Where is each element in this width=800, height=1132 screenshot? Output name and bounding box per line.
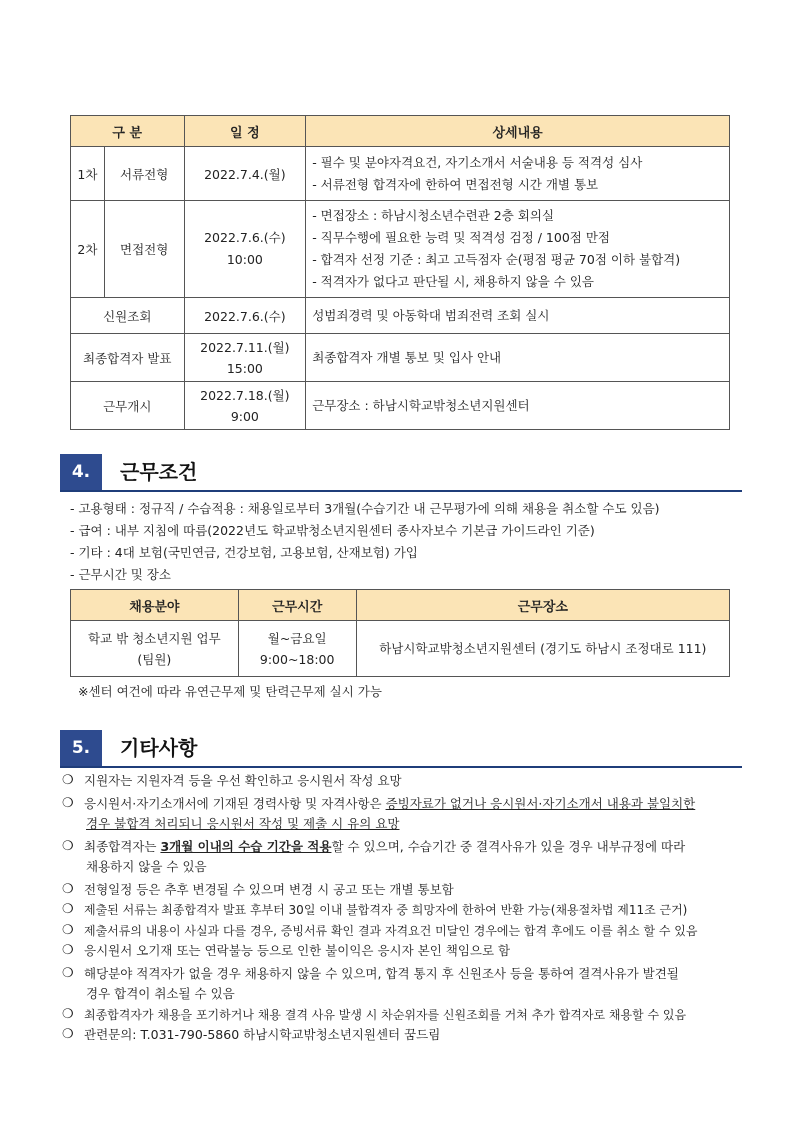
work-row bbox=[71, 621, 730, 677]
item-text: 응시원서 오기재 또는 연락불능 등으로 인한 불이익은 응시자 본인 책임으로 함 bbox=[84, 943, 511, 958]
stage-name: 면접전형 bbox=[104, 201, 184, 298]
hours-line: 월~금요일 bbox=[267, 630, 327, 646]
schedule-row bbox=[71, 382, 730, 430]
work-field bbox=[71, 621, 239, 677]
circle-bullet-icon: ❍ bbox=[62, 922, 74, 938]
detail-line: - 합격자 선정 기준 : 최고 고득점자 순(평점 평균 70점 이하 불합격) bbox=[312, 252, 681, 267]
item-text: 최종합격자가 채용을 포기하거나 채용 결격 사유 발생 시 차순위자를 신원조회를 거쳐 추가 합격자로 채용할 수 있음 bbox=[84, 1007, 687, 1022]
list-item bbox=[62, 941, 752, 962]
field-line: 학교 밖 청소년지원 업무 bbox=[88, 630, 221, 646]
stage-detail bbox=[306, 147, 730, 201]
work-header-row bbox=[71, 590, 730, 621]
header-category: 구 분 bbox=[71, 116, 185, 147]
contact-info: 관련문의: T.031-790-5860 하남시학교밖청소년지원센터 꿈드림 bbox=[84, 1027, 441, 1042]
hours-line: 9:00~18:00 bbox=[259, 651, 335, 667]
list-item bbox=[62, 964, 752, 1005]
flex-work-note: ※센터 여건에 따라 유연근무제 및 탄력근무제 실시 가능 bbox=[78, 684, 382, 699]
stage-date bbox=[184, 382, 306, 430]
header-detail: 상세내용 bbox=[306, 116, 730, 147]
list-item bbox=[62, 900, 752, 921]
condition-item: - 근무시간 및 장소 bbox=[70, 567, 171, 582]
section-number: 4. bbox=[60, 454, 102, 490]
stage-detail bbox=[306, 201, 730, 298]
condition-item: - 급여 : 내부 지침에 따름(2022년도 학교밖청소년지원센터 종사자보수 기본급 가이드라인 기준) bbox=[70, 523, 595, 538]
other-notes-list bbox=[62, 771, 752, 1046]
list-item bbox=[62, 880, 752, 901]
circle-bullet-icon: ❍ bbox=[62, 965, 74, 981]
item-text-emphasis: 3개월 이내의 수습 기간을 적용 bbox=[160, 838, 332, 854]
schedule-row bbox=[71, 147, 730, 201]
item-text-underlined: 증빙자료가 없거나 응시원서·자기소개서 내용과 불일치한 bbox=[385, 795, 696, 811]
stage-name: 최종합격자 발표 bbox=[71, 334, 185, 382]
detail-line: - 적격자가 없다고 판단될 시, 채용하지 않을 수 있음 bbox=[312, 274, 594, 289]
schedule-row bbox=[71, 334, 730, 382]
circle-bullet-icon: ❍ bbox=[62, 1027, 74, 1042]
detail-line: - 면접장소 : 하남시청소년수련관 2층 회의실 bbox=[312, 208, 555, 223]
circle-bullet-icon: ❍ bbox=[62, 943, 74, 958]
section-4-heading bbox=[60, 454, 742, 492]
work-hours bbox=[238, 621, 356, 677]
schedule-row bbox=[71, 298, 730, 334]
circle-bullet-icon: ❍ bbox=[62, 795, 74, 811]
stage-detail: 최종합격자 개별 통보 및 입사 안내 bbox=[306, 334, 730, 382]
date-line: 2022.7.6.(수) bbox=[204, 230, 286, 245]
time-line: 15:00 bbox=[226, 360, 263, 376]
item-text: 경우 합격이 취소될 수 있음 bbox=[86, 986, 235, 1001]
item-text: 제출서류의 내용이 사실과 다를 경우, 증빙서류 확인 결과 자격요건 미달인 경우에는 합격 후에도 이를 취소 할 수 있음 bbox=[84, 923, 698, 938]
stage-name: 신원조회 bbox=[71, 298, 185, 334]
time-line: 10:00 bbox=[226, 252, 263, 267]
stage-date bbox=[184, 201, 306, 298]
list-item bbox=[62, 921, 752, 942]
header-hours: 근무시간 bbox=[238, 590, 356, 621]
list-item bbox=[62, 1005, 752, 1026]
section-number: 5. bbox=[60, 730, 102, 766]
schedule-table bbox=[70, 115, 730, 430]
date-line: 2022.7.18.(월) bbox=[200, 387, 290, 403]
circle-bullet-icon: ❍ bbox=[62, 902, 74, 917]
schedule-row bbox=[71, 201, 730, 298]
list-item bbox=[62, 837, 752, 878]
condition-item: - 고용형태 : 정규직 / 수습적용 : 채용일로부터 3개월(수습기간 내 근무평가에 의해 채용을 취소할 수도 있음) bbox=[70, 501, 660, 516]
stage-date bbox=[184, 334, 306, 382]
stage-label: 2차 bbox=[71, 201, 105, 298]
header-date: 일 정 bbox=[184, 116, 306, 147]
field-line: (팀원) bbox=[137, 651, 172, 667]
item-text: 전형일정 등은 추후 변경될 수 있으며 변경 시 공고 또는 개별 통보함 bbox=[84, 881, 454, 897]
header-place: 근무장소 bbox=[356, 590, 729, 621]
header-field: 채용분야 bbox=[71, 590, 239, 621]
work-place: 하남시학교밖청소년지원센터 (경기도 하남시 조정대로 111) bbox=[356, 621, 729, 677]
detail-line: - 서류전형 합격자에 한하여 면접전형 시간 개별 통보 bbox=[312, 176, 599, 192]
time-line: 9:00 bbox=[230, 408, 259, 424]
circle-bullet-icon: ❍ bbox=[62, 838, 74, 854]
circle-bullet-icon: ❍ bbox=[62, 881, 74, 897]
item-text: 해당분야 적격자가 없을 경우 채용하지 않을 수 있으며, 합격 통지 후 신원조사 등을 통하여 결격사유가 발견될 bbox=[84, 965, 679, 981]
stage-name: 서류전형 bbox=[104, 147, 184, 201]
list-item bbox=[62, 794, 752, 835]
item-text: 지원자는 지원자격 등을 우선 확인하고 응시원서 작성 요망 bbox=[84, 773, 402, 788]
date-line: 2022.7.11.(월) bbox=[200, 339, 290, 355]
item-text: 할 수 있으며, 수습기간 중 결격사유가 있을 경우 내부규정에 따라 bbox=[331, 838, 686, 854]
stage-detail: 근무장소 : 하남시학교밖청소년지원센터 bbox=[306, 382, 730, 430]
detail-line: - 직무수행에 필요한 능력 및 적격성 검정 / 100점 만점 bbox=[312, 230, 610, 245]
item-text-underlined: 경우 불합격 처리되니 응시원서 작성 및 제출 시 유의 요망 bbox=[86, 816, 400, 831]
item-text: 제출된 서류는 최종합격자 발표 후부터 30일 이내 불합격자 중 희망자에 한하여 반환 가능(채용절차법 제11조 근거) bbox=[84, 903, 688, 917]
stage-label: 1차 bbox=[71, 147, 105, 201]
item-text: 최종합격자는 bbox=[84, 838, 161, 854]
list-item bbox=[62, 771, 752, 792]
detail-line: - 필수 및 분야자격요건, 자기소개서 서술내용 등 적격성 심사 bbox=[312, 154, 643, 170]
list-item bbox=[62, 1025, 752, 1046]
schedule-header-row bbox=[71, 116, 730, 147]
section-title: 기타사항 bbox=[120, 736, 198, 760]
section-5-heading bbox=[60, 730, 742, 768]
stage-date: 2022.7.6.(수) bbox=[184, 298, 306, 334]
section-title: 근무조건 bbox=[120, 460, 198, 484]
condition-item: - 기타 : 4대 보험(국민연금, 건강보험, 고용보험, 산재보험) 가입 bbox=[70, 545, 418, 560]
circle-bullet-icon: ❍ bbox=[62, 1006, 74, 1022]
stage-name: 근무개시 bbox=[71, 382, 185, 430]
circle-bullet-icon: ❍ bbox=[62, 773, 74, 788]
stage-date: 2022.7.4.(월) bbox=[184, 147, 306, 201]
item-text: 응시원서·자기소개서에 기재된 경력사항 및 자격사항은 bbox=[84, 795, 386, 811]
item-text: 채용하지 않을 수 있음 bbox=[86, 859, 207, 874]
work-conditions-list bbox=[70, 498, 660, 586]
work-table bbox=[70, 589, 730, 677]
stage-detail: 성범죄경력 및 아동학대 범죄전력 조회 실시 bbox=[306, 298, 730, 334]
